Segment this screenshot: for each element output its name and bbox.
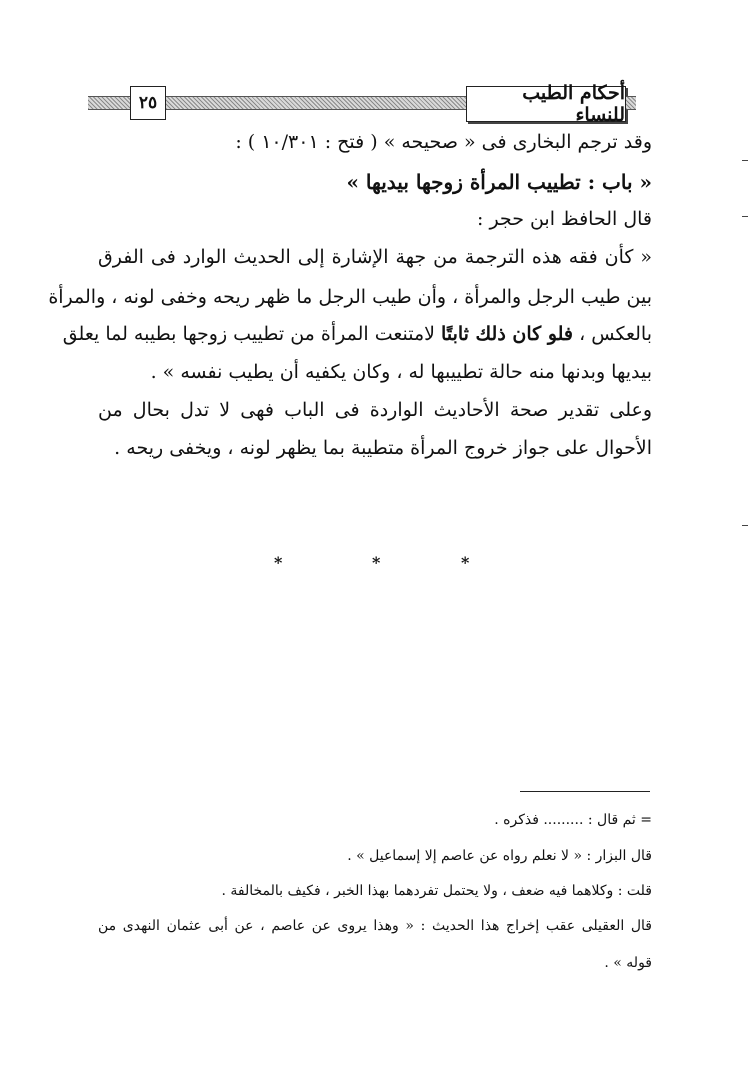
footnote-divider (520, 791, 650, 792)
paragraph-line: الأحوال على جواز خروج المرأة متطيبة بما يظهر لونه ، ويخفى ريحه . (114, 437, 652, 459)
paragraph-line: قال الحافظ ابن حجر : (477, 208, 652, 230)
footnote-line: قلت : وكلاهما فيه ضعف ، ولا يحتمل تفردهما بهذا الخبر ، فكيف بالمخالفة . (221, 883, 652, 899)
text-span: بالعكس ، (579, 323, 652, 345)
paragraph-line: وعلى تقدير صحة الأحاديث الواردة فى الباب فهى لا تدل بحال من (98, 399, 652, 421)
paragraph-line: وقد ترجم البخارى فى « صحيحه » ( فتح : ١٠/٣٠١ ) : (235, 131, 652, 153)
header-ornament-left (88, 96, 130, 110)
separator-star: * (372, 553, 381, 572)
separator-star: * (461, 553, 470, 572)
running-header (88, 82, 636, 126)
separator-star: * (274, 553, 283, 572)
paragraph-line: « كأن فقه هذه الترجمة من جهة الإشارة إلى الحديث الوارد فى الفرق (98, 246, 652, 268)
footnote-line: = ثم قال : ......... فذكره . (494, 812, 652, 828)
chapter-heading: « باب : تطييب المرأة زوجها بيديها » (346, 170, 652, 194)
footnote-line: قال العقيلى عقب إخراج هذا الحديث : « وهذا يروى عن عاصم ، عن أبى عثمان النهدى من (98, 918, 652, 934)
header-ornament-right (626, 96, 636, 110)
margin-mark (742, 525, 748, 526)
footnote-line: قوله » . (604, 955, 652, 971)
section-separator (0, 553, 750, 573)
text-span: لامتنعت المرأة من تطييب زوجها بطيبه لما يعلق (62, 323, 435, 345)
margin-mark (742, 216, 748, 217)
paragraph-line: بيديها وبدنها منه حالة تطييبها له ، وكان يكفيه أن يطيب نفسه » . (150, 361, 652, 383)
running-title: أحكام الطيب للنساء (466, 86, 626, 122)
paragraph-line (62, 322, 652, 346)
page-number: ٢٥ (130, 86, 166, 120)
emphasized-text: فلو كان ذلك ثابتًا (441, 323, 574, 345)
footnote-line: قال البزار : « لا نعلم رواه عن عاصم إلا إسماعيل » . (347, 848, 652, 864)
header-ornament-middle (166, 96, 466, 110)
paragraph-line: بين طيب الرجل والمرأة ، وأن طيب الرجل ما ظهر ريحه وخفى لونه ، والمرأة (48, 286, 652, 308)
margin-mark (742, 160, 748, 161)
